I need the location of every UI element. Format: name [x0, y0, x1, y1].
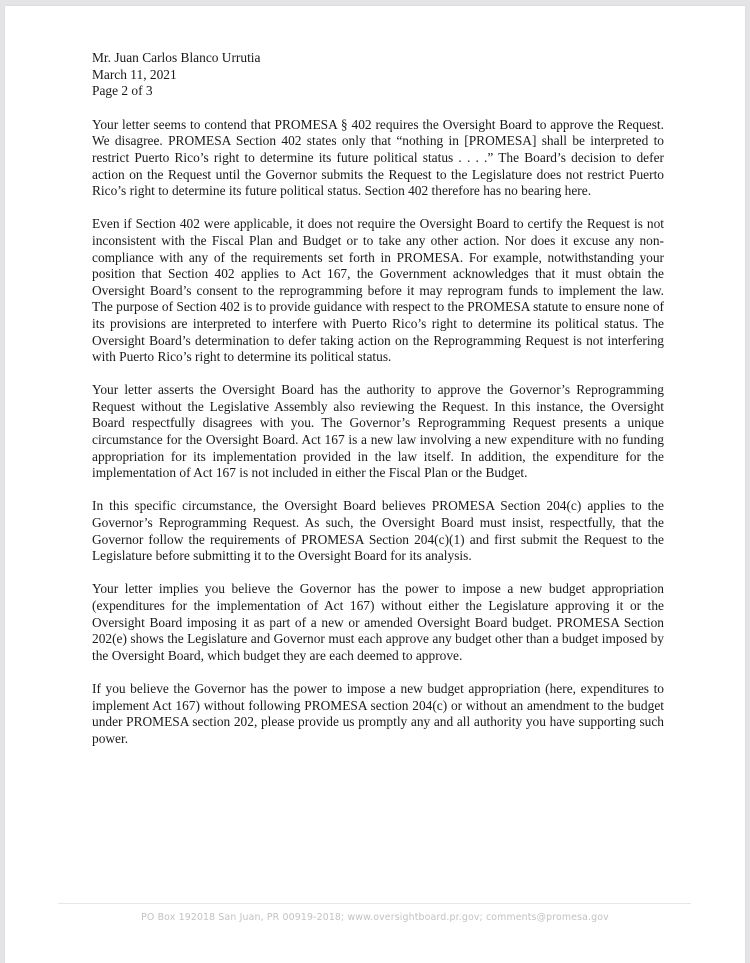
document-page	[5, 6, 745, 963]
paragraph-section-204c: In this specific circumstance, the Oversight Board believes PROMESA Section 204(c) applies to the Governor’s Reprogramming Request. As such, the Oversight Board must insist, respectfully, that the Governor follow the requirements of PROMESA Section 204(c)(1) and first submit the Request to the Legislature before submitting it to the Oversight Board for its analysis.	[92, 498, 664, 564]
page-number: Page 2 of 3	[92, 83, 153, 99]
letter-header	[92, 50, 664, 100]
letter-date: March 11, 2021	[92, 66, 177, 82]
paragraph-authority-dispute: Your letter asserts the Oversight Board has the authority to approve the Governor’s Reprogramming Request without the Legislative Assembly also reviewing the Request. In this instance, the Oversight Board respectfully disagrees with you. The Governor’s Reprogramming Request presents a unique circumstance for the Oversight Board. Act 167 is a new law involving a new expenditure with no funding appropriation for its implementation provided in the law itself. In addition, the expenditure for the implementation of Act 167 is not included in either the Fiscal Plan or the Budget.	[92, 382, 664, 481]
footer-address: PO Box 192018 San Juan, PR 00919-2018; www.oversightboard.pr.gov; comments@promesa.gov	[141, 912, 609, 923]
footer-divider	[58, 903, 691, 904]
recipient-name: Mr. Juan Carlos Blanco Urrutia	[92, 50, 261, 65]
paragraph-budget-appropriation: Your letter implies you believe the Governor has the power to impose a new budget appropriation (expenditures for the implementation of Act 167) without either the Legislature approving it or the Oversight Board imposing it as part of a new or amended Oversight Board budget. PROMESA Section 202(e) shows the Legislature and Governor must each approve any budget other than a budget imposed by the Oversight Board, which budget they are each deemed to approve.	[92, 581, 664, 663]
paragraph-section-402-applicability: Even if Section 402 were applicable, it does not require the Oversight Board to certify the Request is not inconsistent with the Fiscal Plan and Budget or to take any other action. Nor does it excuse any non-compliance with any of the requirements set forth in PROMESA. For example, notwithstanding your position that Section 402 applies to Act 167, the Government acknowledges that it must obtain the Oversight Board’s consent to the reprogramming before it may reprogram funds to implement the law. The purpose of Section 402 is to provide guidance with respect to the PROMESA statute to ensure none of its provisions are interpreted to interfere with Puerto Rico’s right to determine its political status. The Oversight Board’s determination to defer taking action on the Reprogramming Request is not interfering with Puerto Rico’s right to determine its political status.	[92, 216, 664, 365]
letter-body	[92, 50, 664, 764]
paragraph-section-402: Your letter seems to contend that PROMESA § 402 requires the Oversight Board to approve the Request. We disagree. PROMESA Section 402 states only that “nothing in [PROMESA] shall be interpreted to restrict Puerto Rico’s right to determine its future political status . . . .” The Board’s decision to defer action on the Request until the Governor submits the Request to the Legislature does not restrict Puerto Rico’s right to determine its future political status. Section 402 therefore has no bearing here.	[92, 116, 664, 199]
paragraph-request-authority: If you believe the Governor has the power to impose a new budget appropriation (here, expenditures to implement Act 167) without following PROMESA section 204(c) or without an amendment to the budget under PROMESA section 202, please provide us promptly any and all authority you have supporting such power.	[92, 680, 664, 746]
